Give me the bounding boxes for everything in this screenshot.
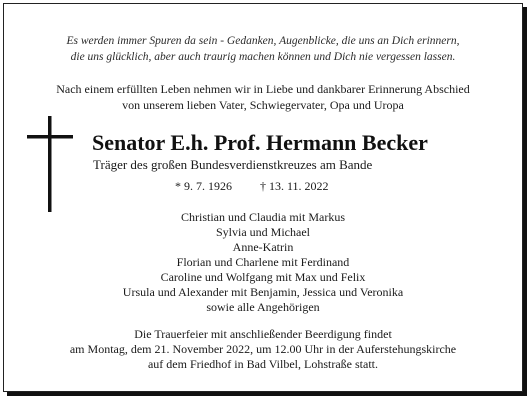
deceased-name: Senator E.h. Prof. Hermann Becker: [92, 130, 428, 155]
death-date: † 13. 11. 2022: [260, 179, 329, 193]
cross-icon: [27, 116, 73, 212]
obituary-card: [3, 3, 523, 392]
family-line: Florian und Charlene mit Ferdinand: [176, 255, 350, 269]
birth-date: * 9. 7. 1926: [175, 179, 232, 193]
ceremony-line-2: am Montag, dem 21. November 2022, um 12.00 Uhr in der Auferstehungskirche: [69, 342, 457, 356]
motto-line-1: Es werden immer Spuren da sein - Gedanken, Augenblicke, die uns an Dich erinnern,: [66, 35, 460, 47]
family-line: Christian und Claudia mit Markus: [181, 210, 345, 224]
ceremony-line-3: auf dem Friedhof in Bad Vilbel, Lohstraße statt.: [147, 357, 378, 371]
honor-line: Träger des großen Bundesverdienstkreuzes am Bande: [93, 157, 373, 172]
ceremony-line-1: Die Trauerfeier mit anschließender Beerdigung findet: [134, 327, 392, 341]
family-closing-line: sowie alle Angehörigen: [206, 300, 320, 314]
family-line: Anne-Katrin: [232, 240, 294, 254]
family-line: Ursula und Alexander mit Benjamin, Jessica und Veronika: [122, 285, 404, 299]
intro-line-2: von unserem lieben Vater, Schwiegervater, Opa und Uropa: [122, 98, 404, 112]
motto-line-2: die uns glücklich, aber auch traurig machen können und Dich nie vergessen lassen.: [70, 51, 456, 63]
family-line: Sylvia und Michael: [216, 225, 310, 239]
family-line: Caroline und Wolfgang mit Max und Felix: [160, 270, 366, 284]
intro-line-1: Nach einem erfüllten Leben nehmen wir in Liebe und dankbarer Erinnerung Abschied: [56, 82, 470, 96]
